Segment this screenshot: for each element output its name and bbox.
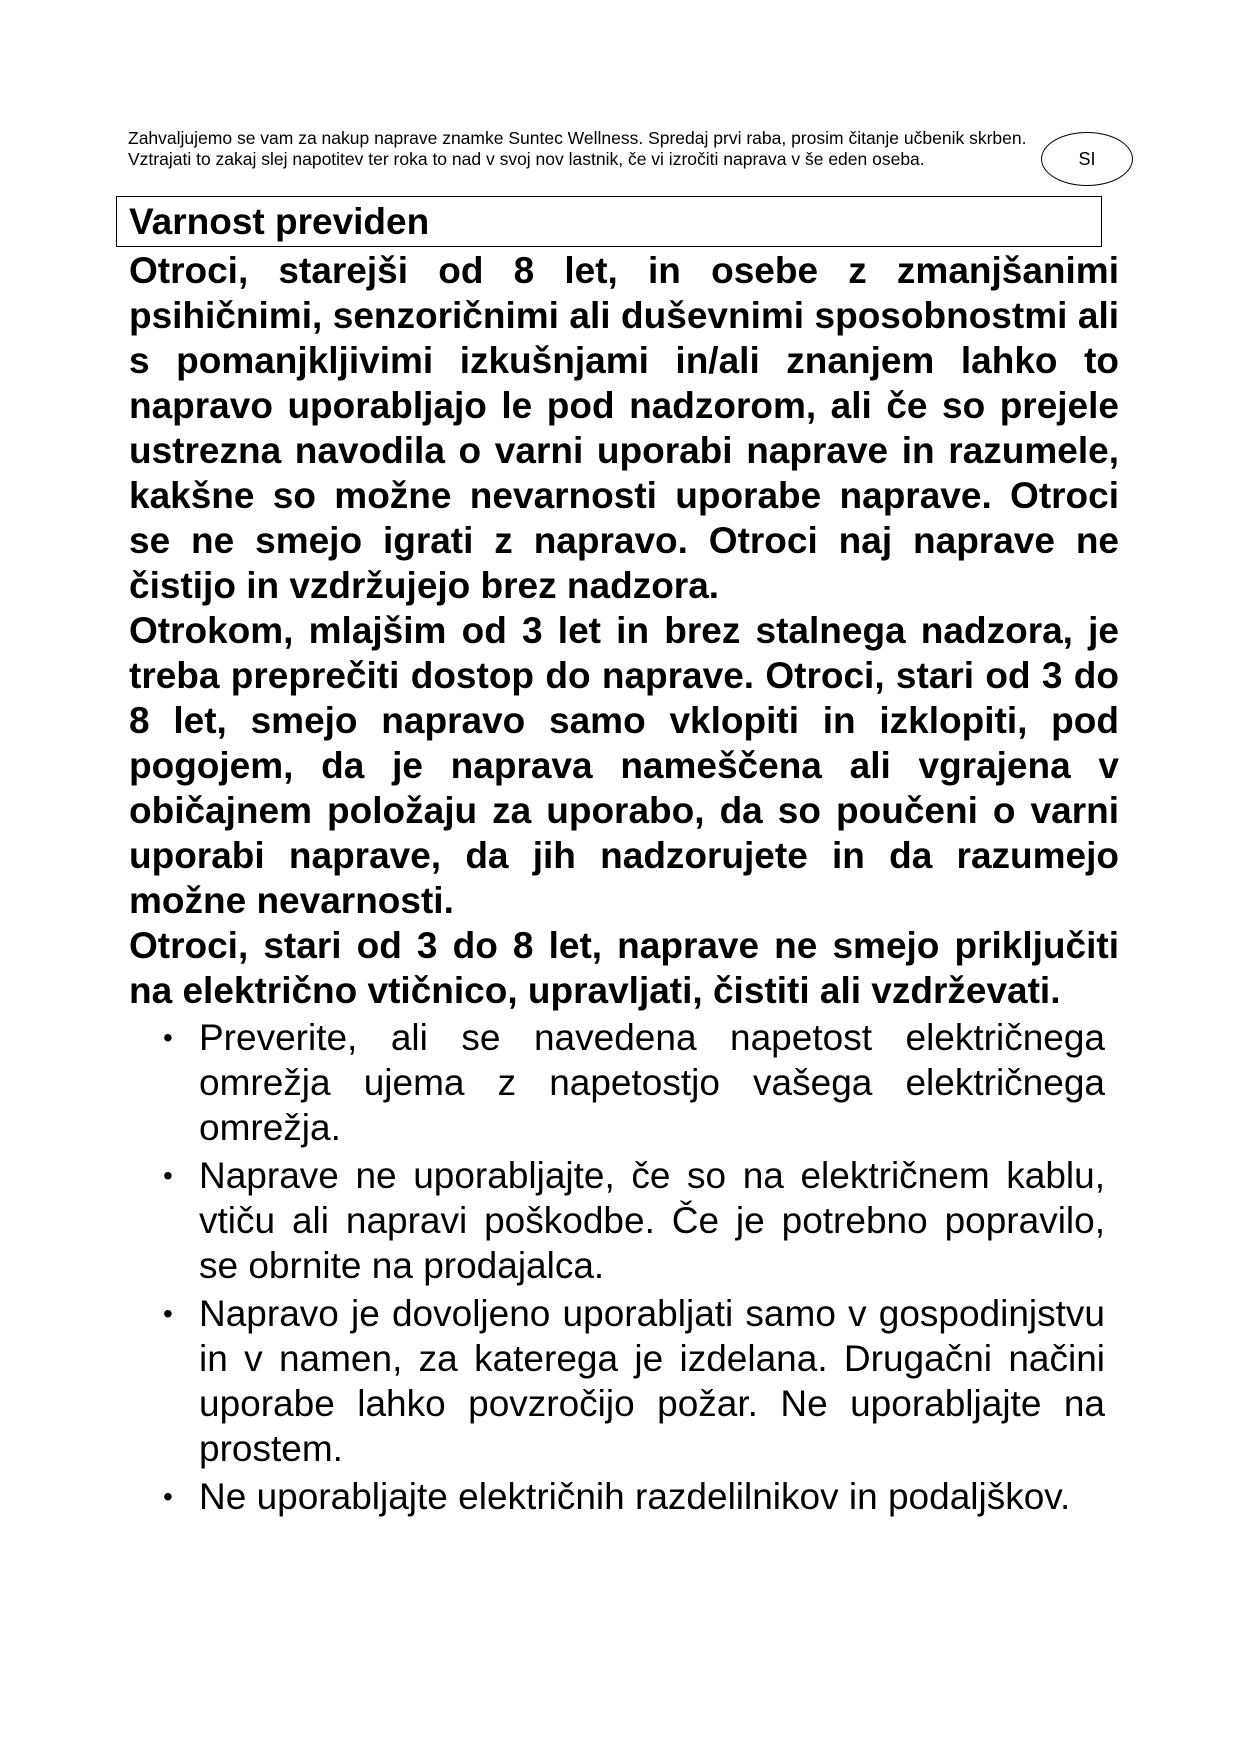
bullet-item — [129, 1153, 1119, 1288]
section-title: Varnost previden — [129, 201, 430, 242]
warning-paragraph: Otrokom, mlajšim od 3 let in brez stalnega nadzora, je treba preprečiti dostop do naprave. Otroci, stari od 3 do 8 let, smejo napravo samo vklopiti in izklopiti, pod pogojem, da je naprava nameščena ali vgrajena v običajnem položaju za uporabo, da so poučeni o varni uporabi naprave, da jih nadzorujete in da razumejo možne nevarnosti. — [129, 610, 1119, 921]
bullet-item — [129, 1474, 1119, 1519]
bullet-icon: • — [163, 1160, 173, 1191]
warning-paragraph: Otroci, stari od 3 do 8 let, naprave ne smejo priključiti na električno vtičnico, upravljati, čistiti ali vzdrževati. — [129, 925, 1119, 1011]
language-badge — [1041, 132, 1133, 186]
main-content — [129, 248, 1119, 1522]
bullet-text: Naprave ne uporabljajte, če so na električnem kablu, vtiču ali napravi poškodbe. Če je potrebno popravilo, se obrnite na prodajalca. — [199, 1155, 1105, 1286]
bullet-icon: • — [163, 1481, 173, 1512]
bullet-text: Napravo je dovoljeno uporabljati samo v gospodinjstvu in v namen, za katerega je izdelana. Drugačni načini uporabe lahko povzročijo požar. Ne uporabljajte na prostem. — [199, 1293, 1105, 1469]
bullet-item — [129, 1015, 1119, 1150]
bullet-text: Preverite, ali se navedena napetost električnega omrežja ujema z napetostjo vašega električnega omrežja. — [199, 1017, 1105, 1148]
bullet-icon: • — [163, 1022, 173, 1053]
warning-paragraph: Otroci, starejši od 8 let, in osebe z zmanjšanimi psihičnimi, senzoričnimi ali duševnimi sposobnostmi ali s pomanjkljivimi izkušnjami in/ali znanjem lahko to napravo uporabljajo le pod nadzorom, ali če so prejele ustrezna navodila o varni uporabi naprave in razumele, kakšne so možne nevarnosti uporabe naprave. Otroci se ne smejo igrati z napravo. Otroci naj naprave ne čistijo in vzdržujejo brez nadzora. — [129, 250, 1119, 606]
intro-text: Zahvaljujemo se vam za nakup naprave znamke Suntec Wellness. Spredaj prvi raba, prosim čitanje učbenik skrben. Vztrajati to zakaj slej napotitev ter roka to nad v svoj nov lastnik, če vi izročiti naprava v še eden oseba. — [128, 128, 1027, 169]
bullet-text: Ne uporabljajte električnih razdelilnikov in podaljškov. — [199, 1476, 1071, 1517]
bullet-icon: • — [163, 1298, 173, 1329]
language-code: SI — [1078, 148, 1096, 169]
safety-bullet-list — [129, 1015, 1119, 1519]
bullet-item — [129, 1291, 1119, 1471]
section-header-box — [116, 196, 1102, 247]
